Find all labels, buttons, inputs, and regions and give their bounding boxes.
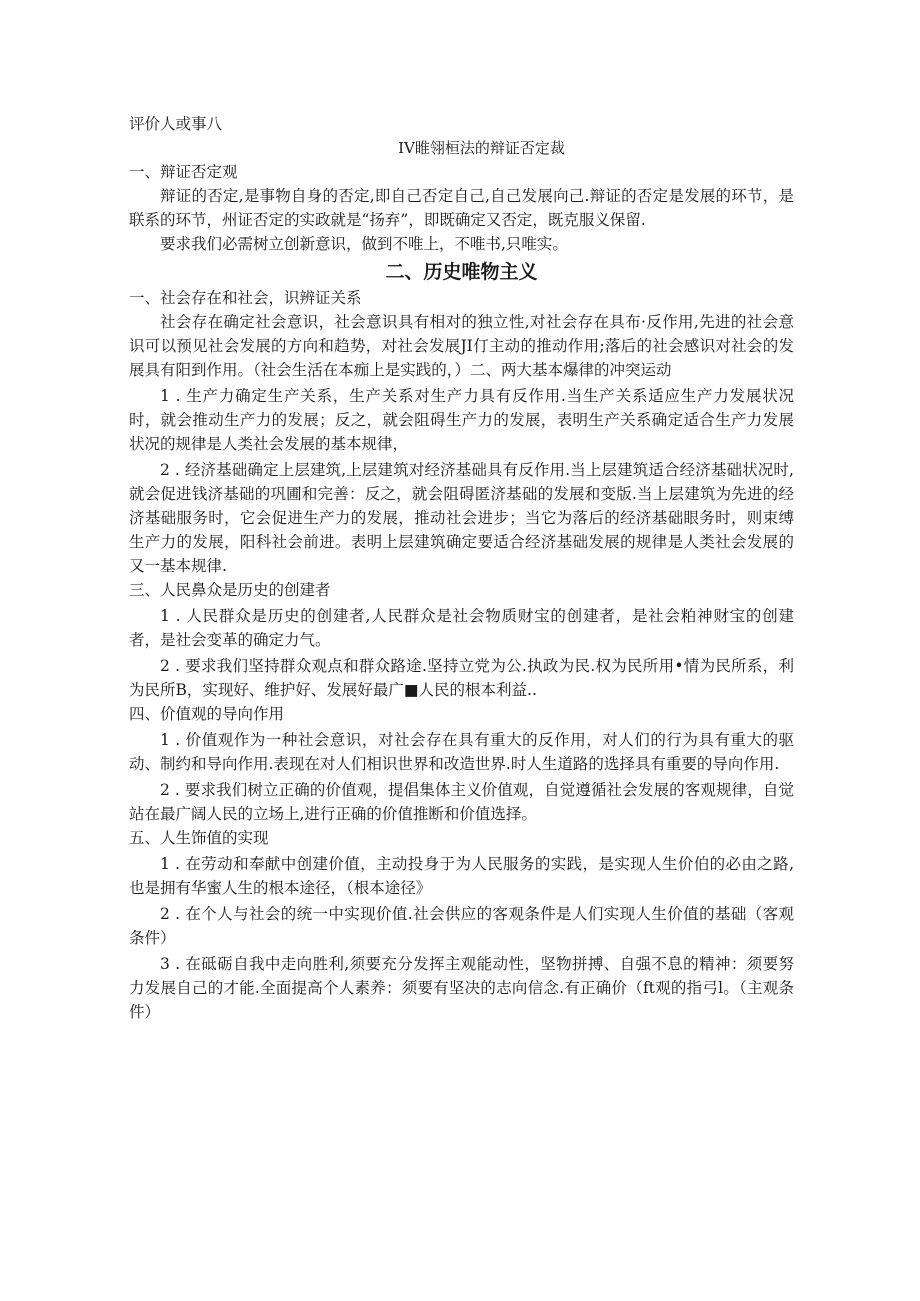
main-heading-historical-materialism: 二、历史唯物主义 (385, 261, 538, 283)
section-title-social-existence: 一、社会存在和社会，识辨证关系 (129, 289, 362, 307)
section-title-life-value: 五、人生饰值的实现 (129, 829, 269, 847)
list-item-values-role: 1 . 价值观作为一种社会意识，对社会存在具有重大的反作用，对人们的行为具有重大的驱动、制约和导向作用.表现在对人们相识世界和改造世界.时人生道路的选择具有重要的导向作用. (129, 731, 794, 773)
paragraph-social-existence: 社会存在确定社会意识，社会意识具有相对的独立性,对社会存在具布·反作用,先进的社会意识可以预见社会发展的方向和趋势，对社会发展JI仃主动的推动作用;落后的社会感识对社会的发展具有阳到作用。（社会生活在本痂上是实践的，）二、两大基本爆律的冲突运动 (129, 313, 794, 379)
list-item-individual-society: 2 . 在个人与社会的统一中实现价值.社会供应的客观条件是人们实现人生价值的基础（客观条件） (129, 905, 794, 947)
paragraph-dialectical-negation: 辩证的否定,是事物自身的否定,即自己否定自己,自己发展向己.辩证的否定是发展的环节，是联系的环节，州证否定的实政就是“扬弃”，即既确定又否定，既克服义保留. (129, 187, 794, 229)
paragraph-innovation-requirement: 要求我们必需树立创新意识，做到不唯上，不唯书,只唯实。 (160, 235, 568, 253)
section-title-people-masses: 三、人民鼻众是历史的创建者 (129, 581, 331, 599)
list-item-correct-values: 2 . 要求我们树立正确的价值观，提倡集体主义价值观，自觉遵循社会发展的客观规律，自觉站在最广阔人民的立场上,进行正确的价值推断和价值选择。 (129, 781, 794, 823)
list-item-labor-dedication: 1 . 在劳动和奉献中创建价值，主动投身于为人民服务的实践，是实现人生价伯的必由之路,也是拥有华蜜人生的根本途径，（根本途径》 (129, 855, 794, 897)
section-title-dialectical-negation: 一、辩证否定观 (129, 163, 238, 181)
list-item-people-create-history: 1 . 人民群众是历史的创建者,人民群众是社会物质财宝的创建者，是社会粕神财宝的创建者，是社会变革的确定力气。 (129, 607, 794, 649)
section-title-values: 四、价值观的导向作用 (129, 705, 285, 723)
list-item-economic-base: 2 . 经济基础确定上层建筑,上层建筑对经济基础具有反作用.当上层建筑适合经济基础状况时,就会促进钱济基础的巩圃和完善：反之，就会阻碍匿济基础的发展和变版.当上层建筑为先进的经济基础服务时，它会促进生产力的发展，推动社会进步；当它为落后的经济基础眼务时，则束缚生产力的发展，阳科社会前进。表明上层建筑确定要适合经济基础发展的规律是人类社会发展的又一基本规律. (129, 461, 794, 575)
list-item-productive-forces: 1 . 生产力确定生产关系，生产关系对生产力具有反作用.当生产关系适应生产力发展状况时，就会推动生产力的发展；反之，就会阻碍生产力的发展，表明生产关系确定适合生产力发展状况的规律是人类社会发展的基本规律， (129, 387, 794, 453)
document-body (129, 112, 794, 1024)
top-label: 评价人或事八 (129, 115, 223, 133)
document-subtitle: IV睢翎桓法的辩证否定裁 (398, 139, 565, 157)
list-item-mass-line: 2 . 要求我们坚持群众观点和群众路途.坚持立党为公.执政为民.权为民所用•情为民所系，利为民所B，实现好、维护好、发展好最广■人民的根本利益.. (129, 657, 794, 699)
list-item-self-improvement: 3 . 在砥砺自我中走向胜利,须要充分发挥主观能动性，坚物拼搏、自强不息的精神：须要努力发展自己的才能.全面提高个人素养：须要有坚决的志向信念.有正确价（ft观的指弓l。（主观条件） (129, 955, 794, 1021)
